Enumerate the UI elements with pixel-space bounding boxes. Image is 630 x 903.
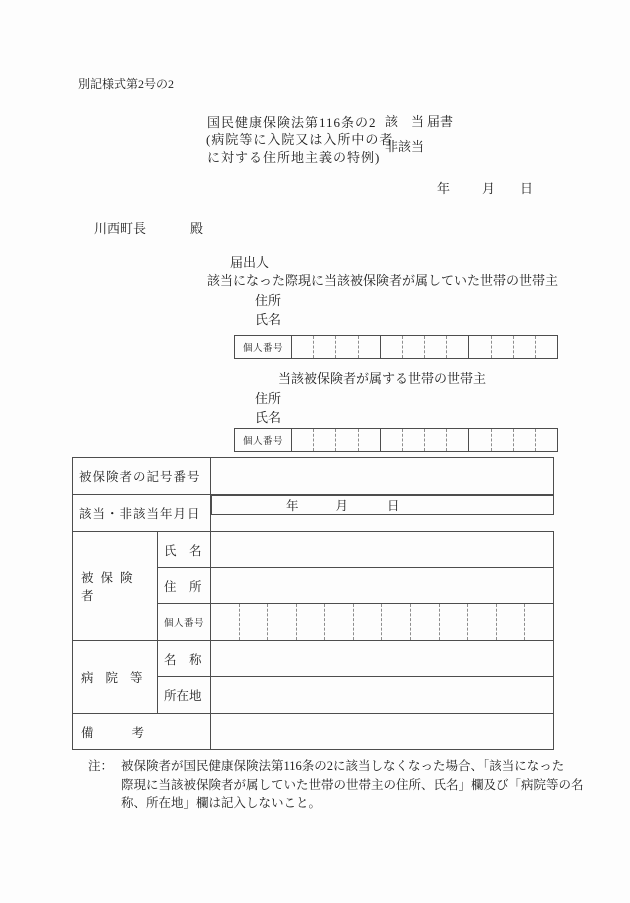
current-householder-label: 当該被保険者が属する世帯の世帯主 <box>278 371 487 386</box>
digit-cell[interactable] <box>354 604 383 640</box>
hospital-location-field[interactable] <box>211 677 554 714</box>
digit-cell[interactable] <box>514 429 536 451</box>
hospital-group-label: 病院等 <box>73 641 158 714</box>
digit-cell[interactable] <box>497 604 526 640</box>
householder-at-time-label: 該当になった際現に当該被保険者が属していた世帯の世帯主 <box>207 273 559 288</box>
note-line: 称、所在地」欄は記入しないこと。 <box>121 796 322 810</box>
form-title-line3: に対する住所地主義の特例) <box>207 150 381 165</box>
remarks-field[interactable] <box>211 714 554 750</box>
addressee-honorific: 殿 <box>190 221 204 236</box>
doc-type-label: 届書 <box>427 114 454 129</box>
digit-cell[interactable] <box>411 604 440 640</box>
form-title-line2: (病院等に入院又は入所中の者 <box>206 132 394 147</box>
hospital-location-label: 所在地 <box>158 677 211 714</box>
personal-number-cells <box>292 429 557 451</box>
digit-cell[interactable] <box>492 336 514 358</box>
name-label-1: 氏名 <box>255 312 282 327</box>
digit-cell[interactable] <box>492 429 514 451</box>
digit-cell[interactable] <box>359 336 381 358</box>
personal-number-box-2 <box>234 428 558 452</box>
address-label-2: 住所 <box>255 391 282 406</box>
digit-cell[interactable] <box>292 429 314 451</box>
note-line: 被保険者が国民健康保険法第116条の2に該当しなくなった場合、「該当になった <box>121 759 565 773</box>
digit-cell[interactable] <box>403 336 425 358</box>
digit-cell[interactable] <box>292 336 314 358</box>
status-date-label: 該当・非該当年月日 <box>73 495 211 532</box>
digit-cell[interactable] <box>314 336 336 358</box>
addressee-name: 川西町長 <box>94 221 147 236</box>
digit-cell[interactable] <box>297 604 326 640</box>
digit-cell[interactable] <box>469 429 491 451</box>
insured-name-field[interactable] <box>211 532 554 568</box>
personal-number-label: 個人番号 <box>235 336 292 358</box>
digit-cell[interactable] <box>447 336 469 358</box>
digit-cell[interactable] <box>382 604 411 640</box>
status-not-applicable-label: 非該当 <box>385 139 425 154</box>
declarant-label: 届出人 <box>230 255 270 270</box>
insured-name-label: 氏 名 <box>158 532 211 568</box>
digit-cell[interactable] <box>211 604 240 640</box>
status-date-field[interactable] <box>211 495 554 515</box>
digit-cell[interactable] <box>314 429 336 451</box>
digit-cell[interactable] <box>359 429 381 451</box>
digit-cell[interactable] <box>240 604 269 640</box>
status-applicable-label: 該 当 <box>385 114 425 129</box>
digit-cell[interactable] <box>440 604 469 640</box>
table-date-year-label: 年 <box>286 499 299 513</box>
date-day-label: 日 <box>520 181 534 196</box>
insured-personal-number-label: 個人番号 <box>158 604 211 641</box>
digit-cell[interactable] <box>536 336 557 358</box>
table-date-month-label: 月 <box>335 499 349 513</box>
digit-cell[interactable] <box>325 604 354 640</box>
note-text <box>121 757 584 813</box>
digit-cell[interactable] <box>381 429 403 451</box>
form-code: 別記様式第2号の2 <box>78 77 175 91</box>
hospital-name-field[interactable] <box>211 641 554 677</box>
date-month-label: 月 <box>482 181 496 196</box>
digit-cell[interactable] <box>268 604 297 640</box>
insured-address-field[interactable] <box>211 568 554 604</box>
digit-cell[interactable] <box>381 336 403 358</box>
digit-cell[interactable] <box>336 336 358 358</box>
hospital-name-label: 名 称 <box>158 641 211 677</box>
personal-number-label: 個人番号 <box>235 429 292 451</box>
personal-number-box-1 <box>234 335 558 359</box>
insured-symbol-number-field[interactable] <box>211 458 554 495</box>
personal-number-cells <box>292 336 557 358</box>
digit-cell[interactable] <box>525 604 553 640</box>
note-prefix: 注： <box>88 759 114 773</box>
digit-cell[interactable] <box>514 336 536 358</box>
address-label-1: 住所 <box>255 293 282 308</box>
digit-cell[interactable] <box>447 429 469 451</box>
form-title-line1: 国民健康保険法第116条の2 <box>207 115 377 130</box>
insured-person-group-label: 被保険者 <box>73 532 158 641</box>
main-table <box>72 457 554 750</box>
remarks-label: 備考 <box>73 714 211 750</box>
digit-cell[interactable] <box>336 429 358 451</box>
note-line: 際現に当該被保険者が属していた世帯の世帯主の住所、氏名」欄及び「病院等の名 <box>121 777 584 792</box>
insured-personal-number-field <box>211 604 554 641</box>
date-year-label: 年 <box>437 181 451 196</box>
table-date-day-label: 日 <box>387 499 400 513</box>
digit-cell[interactable] <box>536 429 557 451</box>
insured-address-label: 住 所 <box>158 568 211 604</box>
digit-cell[interactable] <box>469 336 491 358</box>
digit-cell[interactable] <box>425 429 447 451</box>
insured-symbol-number-label: 被保険者の記号番号 <box>73 458 211 495</box>
digit-cell[interactable] <box>403 429 425 451</box>
digit-cell[interactable] <box>468 604 497 640</box>
digit-cell[interactable] <box>425 336 447 358</box>
name-label-2: 氏名 <box>255 410 282 425</box>
